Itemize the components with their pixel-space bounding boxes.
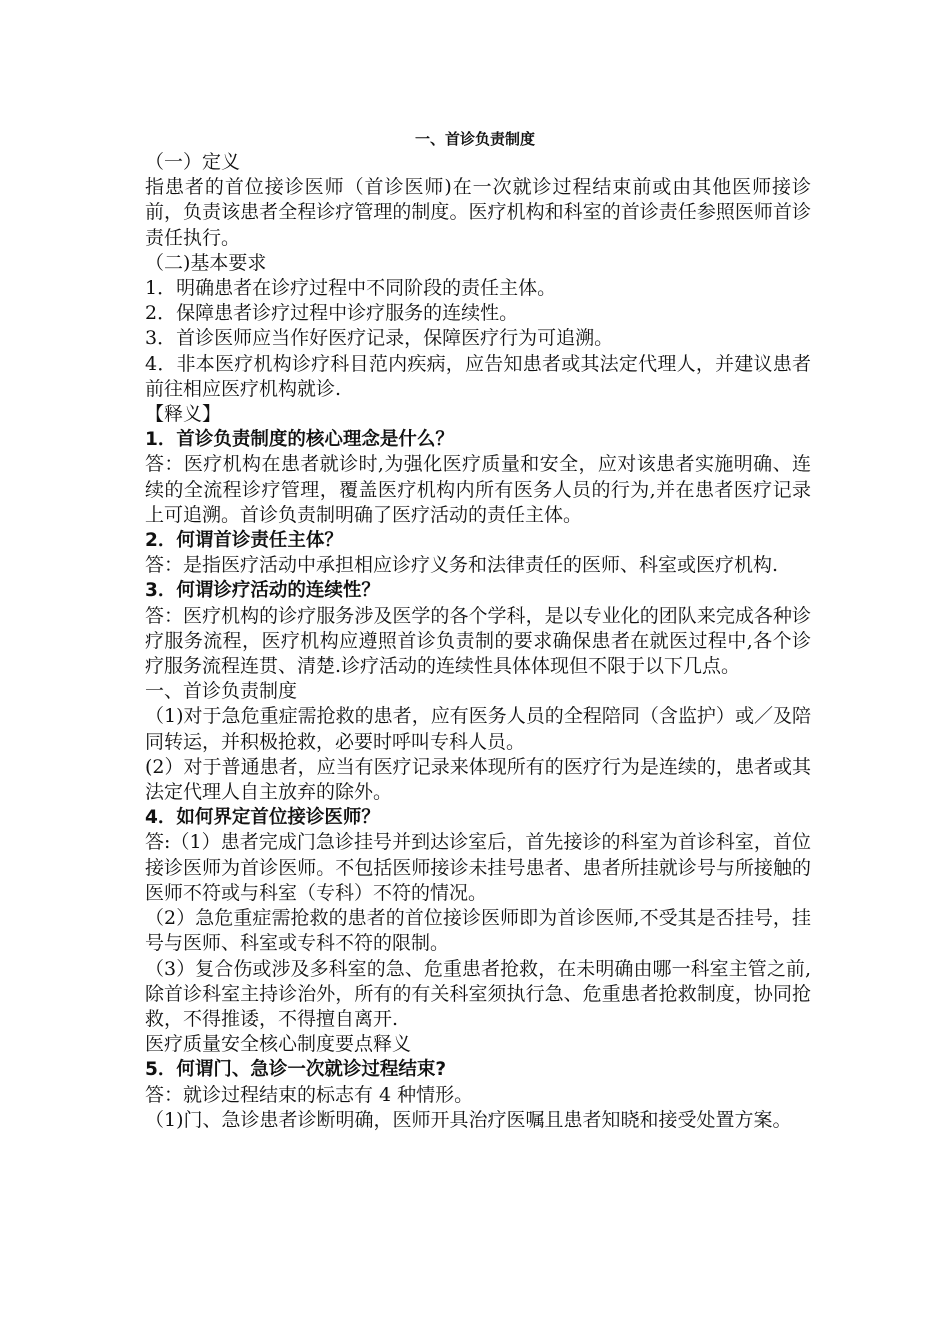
paragraph: 医疗质量安全核心制度要点释义	[145, 1033, 412, 1056]
paragraph: 3．首诊医师应当作好医疗记录，保障医疗行为可追溯。	[145, 327, 614, 350]
paragraph: （1)对于急危重症需抢救的患者，应有医务人员的全程陪同（含监护）或／及陪同转运，并积极抢救，必要时呼叫专科人员。	[145, 705, 811, 753]
paragraph: 一、首诊负责制度	[145, 680, 298, 703]
question-heading: 3．何谓诊疗活动的连续性？	[145, 580, 380, 602]
paragraph: 指患者的首位接诊医师（首诊医师)在一次就诊过程结束前或由其他医师接诊前，负责该患者全程诊疗管理的制度。医疗机构和科室的首诊责任参照医师首诊责任执行。	[145, 176, 811, 249]
paragraph: 答:（1）患者完成门急诊挂号并到达诊室后，首先接诊的科室为首诊科室，首位接诊医师为首诊医师。不包括医师接诊未挂号患者、患者所挂就诊号与所接触的医师不符或与科室（专科）不符的情况。	[145, 831, 811, 904]
paragraph: 答：是指医疗活动中承担相应诊疗义务和法律责任的医师、科室或医疗机构.	[145, 554, 779, 577]
paragraph: 答：就诊过程结束的标志有 4 种情形。	[145, 1083, 474, 1106]
paragraph: (2）对于普通患者，应当有医疗记录来体现所有的医疗行为是连续的，患者或其法定代理人自主放弃的除外。	[145, 755, 811, 804]
question-heading: 2．何谓首诊责任主体？	[145, 530, 343, 552]
document-title: 一、首诊负责制度	[414, 130, 535, 148]
paragraph: 2．保障患者诊疗过程中诊疗服务的连续性。	[145, 302, 519, 325]
paragraph: 答：医疗机构的诊疗服务涉及医学的各个学科，是以专业化的团队来完成各种诊疗服务流程，医疗机构应遵照首诊负责制的要求确保患者在就医过程中,各个诊疗服务流程连贯、清楚.诊疗活动的连续性具体体现但不限于以下几点。	[145, 604, 811, 678]
question-heading: 5．何谓门、急诊一次就诊过程结束?	[145, 1059, 447, 1081]
paragraph: （2）急危重症需抢救的患者的首位接诊医师即为首诊医师,不受其是否挂号，挂号与医师、科室或专科不符的限制。	[145, 907, 811, 955]
document-body	[145, 150, 811, 1133]
paragraph: 【释义】	[145, 403, 222, 426]
paragraph: 4．非本医疗机构诊疗科目范内疾病，应告知患者或其法定代理人，并建议患者前往相应医疗机构就诊.	[145, 352, 811, 400]
paragraph: （3）复合伤或涉及多科室的急、危重患者抢救，在未明确由哪一科室主管之前,除首诊科室主持诊治外，所有的有关科室须执行急、危重患者抢救制度，协同抢救，不得推诿，不得擅自离开.	[145, 957, 811, 1030]
paragraph: 答：医疗机构在患者就诊时,为强化医疗质量和安全，应对该患者实施明确、连续的全流程诊疗管理，覆盖医疗机构内所有医务人员的行为,并在患者医疗记录上可追溯。首诊负责制明确了医疗活动的责任主体。	[145, 453, 811, 526]
paragraph: （一）定义	[145, 151, 241, 173]
question-heading: 4．如何界定首位接诊医师？	[145, 807, 380, 829]
paragraph: （1)门、急诊患者诊断明确，医师开具治疗医嘱且患者知晓和接受处置方案。	[145, 1108, 792, 1131]
paragraph: （二)基本要求	[145, 251, 267, 274]
question-heading: 1．首诊负责制度的核心理念是什么？	[145, 429, 454, 451]
paragraph: 1．明确患者在诊疗过程中不同阶段的责任主体。	[145, 277, 557, 300]
